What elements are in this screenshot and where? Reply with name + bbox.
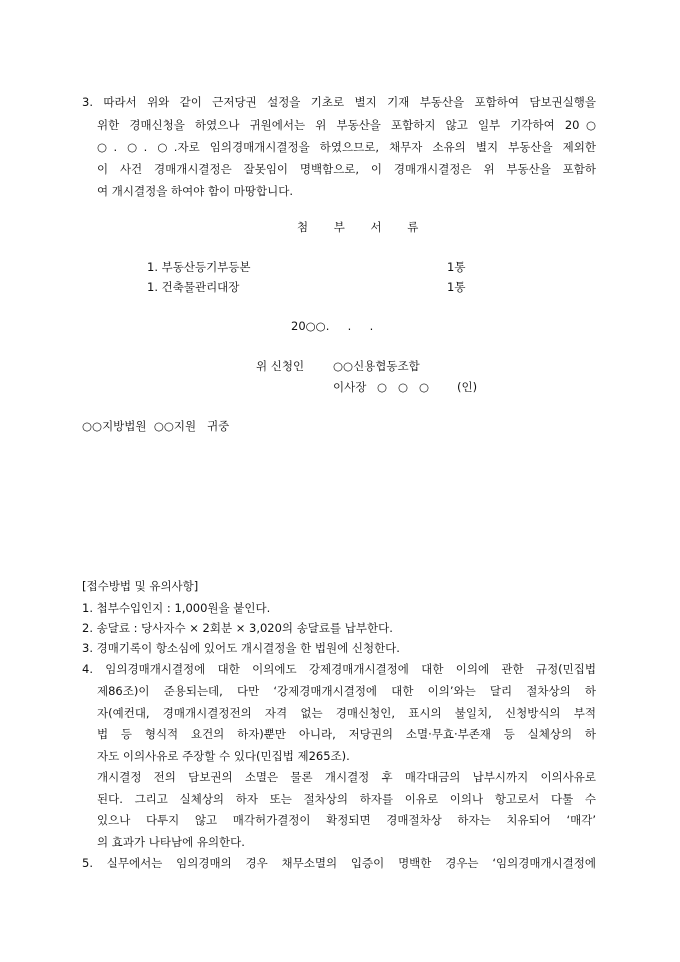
document-date: 20○○. . . — [291, 319, 374, 333]
note-line: 2. 송달료 : 당사자수 × 2회분 × 3,020의 송달료를 납부한다. — [82, 621, 393, 635]
representative-title: 이사장 — [333, 380, 367, 394]
note-line: 의 효과가 나타남에 유의한다. — [97, 835, 245, 849]
court-addressee: ○○지방법원 ○○지원 귀중 — [82, 419, 230, 433]
applicant-org: ○○신용협동조합 — [333, 359, 420, 373]
note-line: 자(예컨대, 경매개시결정전의 자격 없는 경매신청인, 표시의 불일치, 신청방식의 부적 — [97, 706, 596, 720]
applicant-label: 위 신청인 — [256, 359, 305, 373]
note-line: 4. 임의경매개시결정에 대한 이의에도 강제경매개시결정에 대한 이의에 관한 규정(민집법 — [82, 662, 596, 676]
paragraph-3-line: 위한 경매신청을 하였으나 귀원에서는 위 부동산을 포함하지 않고 일부 기각하여 20○ — [97, 118, 596, 132]
paragraph-3-line: ○. ○. ○.자로 임의경매개시결정을 하였으므로, 채무자 소유의 별지 부동산을 제외한 — [97, 140, 596, 154]
note-line: 제86조)이 준용되는데, 다만 ‘강제경매개시결정에 대한 이의’와는 달리 절차상의 하 — [97, 684, 596, 698]
note-line: 있으나 다투지 않고 매각허가결정이 확정되면 경매절차상 하자는 치유되어 ‘매각’ — [97, 813, 596, 827]
note-line: 5. 실무에서는 임의경매의 경우 채무소멸의 입증이 명백한 경우는 ‘임의경매개시결정에 — [82, 856, 596, 870]
note-line: 자도 이의사유로 주장할 수 있다(민집법 제265조). — [97, 749, 350, 763]
attachment-item-count: 1통 — [447, 280, 466, 294]
note-line: 법 등 형식적 요건의 하자)뿐만 아니라, 저당권의 소멸·무효·부존재 등 실체상의 하 — [97, 727, 596, 741]
note-line: 1. 첩부수입인지 : 1,000원을 붙인다. — [82, 601, 271, 615]
paragraph-3-line: 3. 따라서 위와 같이 근저당권 설정을 기초로 별지 기재 부동산을 포함하여 담보권실행을 — [82, 95, 596, 109]
note-line: 개시결정 전의 담보권의 소멸은 물론 개시결정 후 매각대금의 납부시까지 이의사유로 — [97, 770, 596, 784]
attachment-item-label: 1. 부동산등기부등본 — [147, 260, 251, 274]
attachments-title: 첨 부 서 류 — [297, 220, 430, 234]
notes-header: [접수방법 및 유의사항] — [82, 579, 199, 593]
seal-mark: (인) — [457, 380, 478, 394]
attachment-item-count: 1통 — [447, 260, 466, 274]
representative-name: ○ ○ ○ — [377, 380, 430, 394]
note-line: 된다. 그리고 실체상의 하자 또는 절차상의 하자를 이유로 이의나 항고로서 다툴 수 — [97, 792, 596, 806]
note-line: 3. 경매기록이 항소심에 있어도 개시결정을 한 법원에 신청한다. — [82, 641, 400, 655]
attachment-item-label: 1. 건축물관리대장 — [147, 280, 240, 294]
paragraph-3-line: 여 개시결정을 하여야 함이 마땅합니다. — [97, 184, 294, 198]
paragraph-3-line: 이 사건 경매개시결정은 잘못임이 명백함으로, 이 경매개시결정은 위 부동산을 포함하 — [97, 162, 596, 176]
